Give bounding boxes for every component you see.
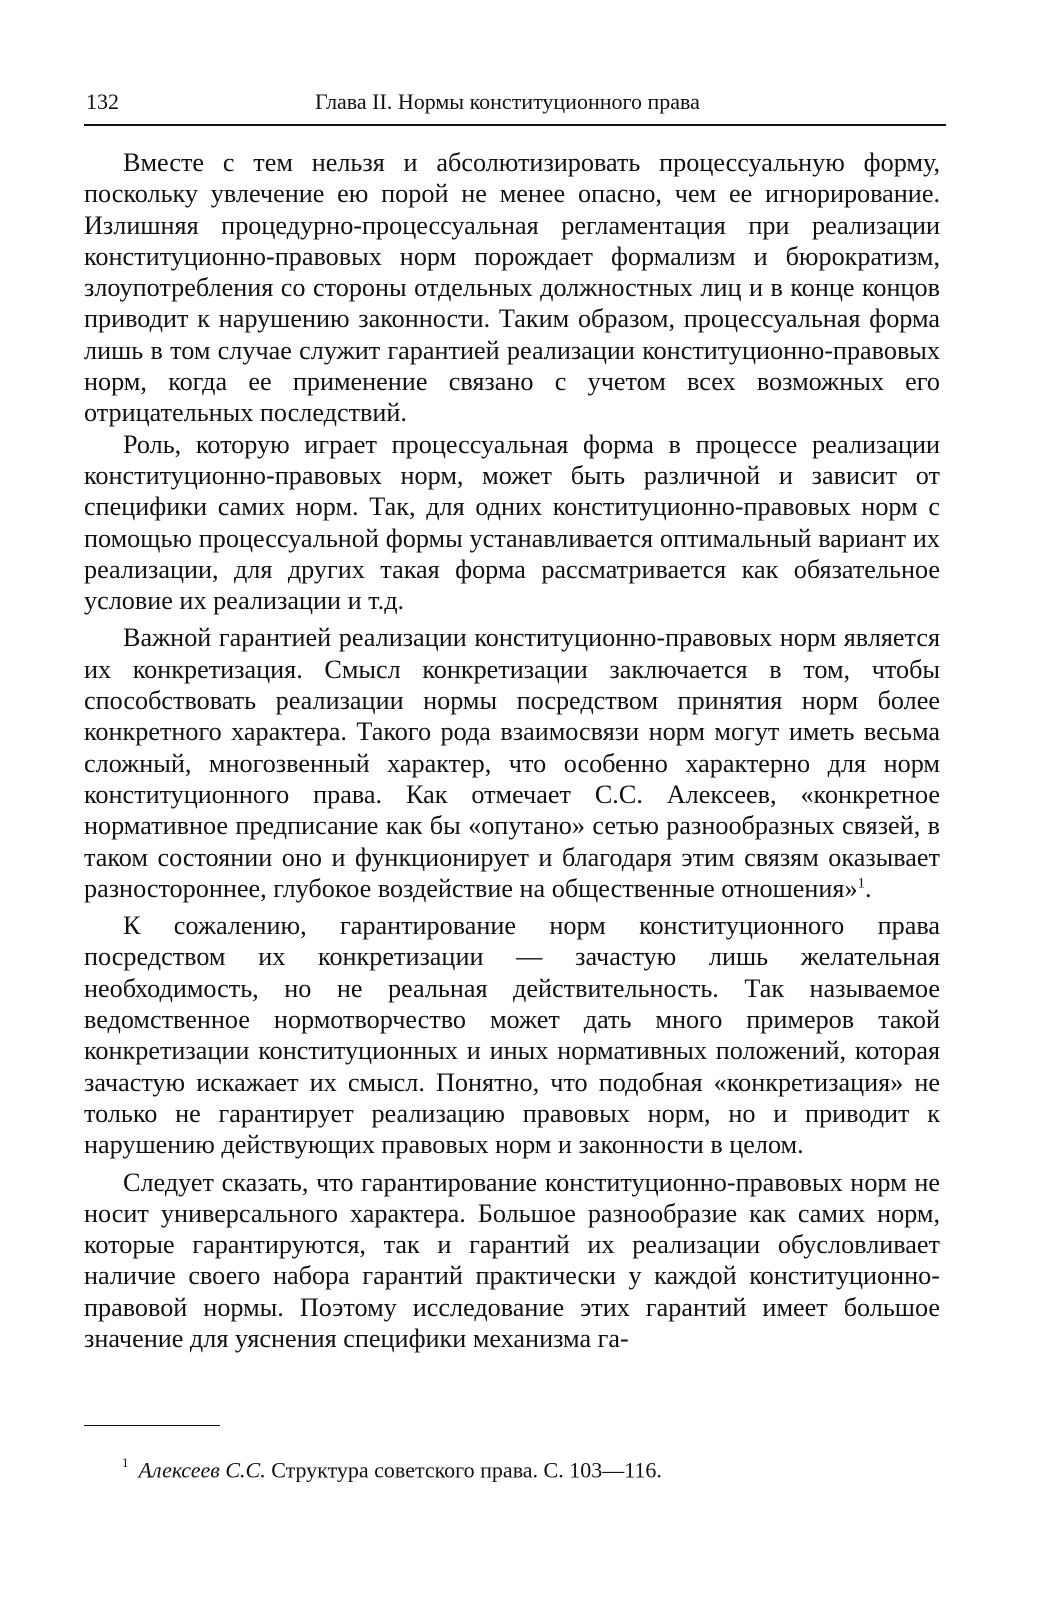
paragraph-1: Вместе с тем нельзя и абсолютизировать процессуальную форму, поскольку увлечение ею порой не менее опасно, чем ее игнорирование. Излишняя процедурно-процессуальная регламентация при реализации конституционно-правовых норм порождает формализм и бюрократизм, злоупотребления со стороны отдельных должностных лиц и в конце концов приводит к нарушению законности. Таким образом, процессуальная форма лишь в том случае служит гарантией реализации конституционно-правовых норм, когда ее применение связано с учетом всех возможных его отрицательных последствий.: [84, 148, 940, 428]
main-text: [84, 147, 940, 1354]
footnote-reference-trailing: .: [865, 873, 872, 903]
footnote-reference[interactable]: 1: [857, 875, 866, 892]
paragraph-2-text: Роль, которую играет процессуальная форма в процессе реализации конституционно-правовых норм, может быть различной и зависит от специфики самих норм. Так, для одних конституционно-правовых норм с помощью процессуальной формы устанавливается оптимальный вариант их реализации, для других такая форма рассматривается как обязательное условие их реализации и т.д.: [84, 429, 940, 616]
paragraph-4: К сожалению, гарантирование норм конституционного права посредством их конкретизации — зачастую лишь желательная необходимость, но не реальная действительность. Так называемое ведомственное нормотворчество может дать много примеров такой конкретизации конституционных и иных нормативных положений, которая зачастую искажает их смысл. Понятно, что подобная «конкретизация» не только не гарантирует реализацию правовых норм, но и приводит к нарушению действующих правовых норм и законности в целом.: [84, 911, 940, 1160]
paragraph-3: [84, 622, 940, 904]
footnote-text: Структура советского права. С. 103—116.: [265, 1457, 662, 1483]
paragraph-3-text: Важной гарантией реализации конституционно-правовых норм является их конкретизация. Смысл конкретизации заключается в том, чтобы способствовать реализации нормы посредством принятия норм более конкретного характера. Такого рода взаимосвязи норм могут иметь весьма сложный, многозвенный характер, что особенно характерно для норм конституционного права. Как отмечает С.С. Алексеев, «конкретное нормативное предписание как бы «опутано» сетью разнообразных связей, в таком состоянии оно и функционирует и благодаря этим связям оказывает разностороннее, глубокое воздействие на общественные отношения»: [84, 623, 940, 903]
page-number: 132: [86, 89, 119, 114]
footnote: [122, 1450, 662, 1485]
footnote-divider: [84, 1425, 220, 1426]
running-head: [86, 86, 946, 118]
header-divider: [84, 124, 946, 126]
chapter-title: Глава II. Нормы конституционного права: [315, 89, 700, 114]
paragraph-2: [84, 429, 940, 617]
footnote-author: Алексеев С.С.: [138, 1457, 266, 1483]
paragraph-5: Следует сказать, что гарантирование конституционно-правовых норм не носит универсального характера. Большое разнообразие как самих норм, которые гарантируются, так и гарантий их реализации обусловливает наличие своего набора гарантий практически у каждой конституционно-правовой нормы. Поэтому исследование этих гарантий имеет большое значение для уяснения специфики механизма га-: [84, 1167, 940, 1353]
footnote-marker: 1: [122, 1455, 129, 1470]
